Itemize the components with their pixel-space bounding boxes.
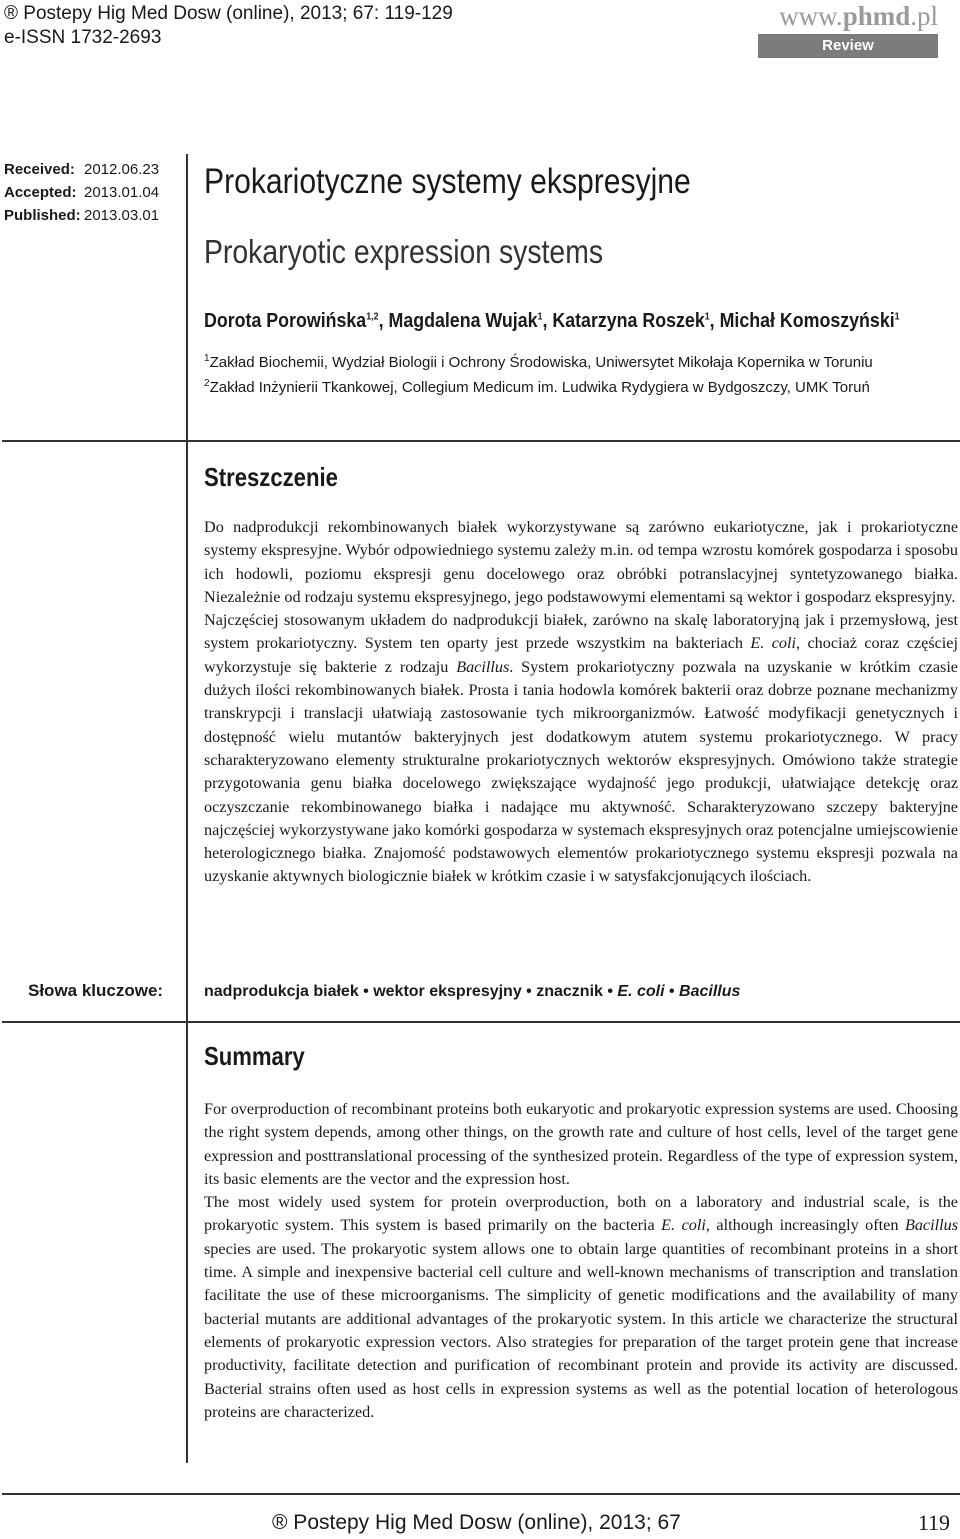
article-type-badge: Review bbox=[758, 34, 938, 58]
affiliations bbox=[204, 350, 873, 400]
keywords-list: nadprodukcja białek • wektor ekspresyjny • znacznik • E. coli • Bacillus bbox=[204, 983, 741, 1000]
abstract-polish bbox=[204, 516, 958, 889]
abstract-paragraph: Najczęściej stosowanym układem do nadprodukcji białek, zarówno na skalę laboratoryjną jak i przemysłową, jest system prokariotyczny. System ten oparty jest przede wszystkim na bakteriach E. coli, chociaż coraz częściej wykorzystuje się bakterie z rodzaju Bacillus. System prokariotyczny pozwala na uzyskanie w krótkim czasie dużych ilości rekombinowanych białek. Prosta i tania hodowla komórek bakterii oraz dobrze poznane mechanizmy transkrypcji i translacji ułatwiają zastosowanie tych mikroorganizmów. Łatwość modyfikacji genetycznych i dostępność wielu mutantów bakteryjnych jest dodatkowym atutem systemu prokariotycznego. W pracy scharakteryzowano elementy strukturalne prokariotycznych wektorów ekspresyjnych. Omówiono także strategie przygotowania genu białka docelowego zwiększające wydajność jego produkcji, ułatwiające detekcję oraz oczyszczanie rekombinowanego białka i nadające mu aktywność. Scharakteryzowano szczepy bakteryjne najczęściej wykorzystywane jako komórki gospodarza w systemach ekspresyjnych oraz potencjalne umiejscowienie heterologicznego białka. Znajomość podstawowych elementów prokariotycznego systemu ekspresji pozwala na uzyskanie aktywnych biologicznie białek w krótkim czasie i w satysfakcjonujących ilościach. bbox=[204, 611, 958, 886]
page-number: 119 bbox=[917, 1510, 950, 1535]
column-divider bbox=[186, 1023, 188, 1463]
author-name: Magdalena Wujak bbox=[388, 310, 538, 332]
article-title-polish: Prokariotyczne systemy ekspresyjne bbox=[204, 162, 691, 201]
journal-brand-block bbox=[758, 2, 938, 58]
column-divider bbox=[186, 154, 188, 442]
section-divider bbox=[2, 440, 960, 442]
affiliation-1: $^1$Zakład Biochemii, Wydział Biologii i Ochrony Środowiska, Uniwersytet Mikołaja Kopernika w Toruniu bbox=[204, 353, 873, 371]
footer-citation: ® Postepy Hig Med Dosw (online), 2013; 67 bbox=[272, 1511, 681, 1534]
date-row-accepted: Accepted: 2013.01.04 bbox=[4, 184, 160, 201]
date-row-published: Published: 2013.03.01 bbox=[4, 207, 160, 224]
abstract-heading-polish: Streszczenie bbox=[204, 462, 338, 492]
affiliation-2: $^2$Zakład Inżynierii Tkankowej, Collegium Medicum im. Ludwika Rydygiera w Bydgoszczy, UMK Toruń bbox=[204, 378, 870, 396]
abstract-english bbox=[204, 1098, 958, 1424]
article-dates bbox=[4, 158, 159, 227]
journal-header bbox=[4, 2, 453, 50]
author-list: Dorota Porowińska$^{1,2}$, Magdalena Wujak$^1$, Katarzyna Roszek$^1$, Michał Komoszyński$^1$ bbox=[204, 310, 900, 332]
article-title-english: Prokaryotic expression systems bbox=[204, 233, 604, 270]
abstract-paragraph: Do nadprodukcji rekombinowanych białek wykorzystywane są zarówno eukariotyczne, jak i prokariotyczne systemy ekspresyjne. Wybór odpowiedniego systemu zależy m.in. od tempa wzrostu komórek gospodarza i sposobu ich hodowli, poziomu ekspresji genu docelowego oraz obróbki potranslacyjnej syntetyzowanego białka. Niezależnie od rodzaju systemu ekspresyjnego, jego podstawowymi elementami są wektor i gospodarz ekspresyjny. bbox=[204, 518, 958, 606]
author-name: Katarzyna Roszek bbox=[552, 310, 705, 332]
section-divider bbox=[2, 1021, 960, 1023]
date-row-received: Received: 2012.06.23 bbox=[4, 161, 160, 178]
journal-website-link[interactable]: www.phmd.pl bbox=[779, 1, 938, 31]
journal-citation: ® Postepy Hig Med Dosw (online), 2013; 67: 119-129 bbox=[4, 3, 453, 24]
footer-divider bbox=[2, 1493, 960, 1495]
author-name: Dorota Porowińska bbox=[204, 310, 367, 332]
abstract-heading-english: Summary bbox=[204, 1041, 305, 1071]
keywords-label: Słowa kluczowe: bbox=[28, 981, 164, 1000]
abstract-paragraph: The most widely used system for protein overproduction, both on a laboratory and industrial scale, is the prokaryotic system. This system is based primarily on the bacteria E. coli, although increasingly often Bacillus species are used. The prokaryotic system allows one to obtain large quantities of recombinant proteins in a short time. A simple and inexpensive bacterial cell culture and well-known mechanisms of transcription and translation facilitate the use of these microorganisms. The simplicity of genetic modifications and the availability of many bacterial mutants are additional advantages of the prokaryotic system. In this article we characterize the structural elements of prokaryotic expression vectors. Also strategies for preparation of the target protein gene that increase productivity, facilitate detection and purification of recombinant protein and provide its activity are discussed. Bacterial strains often used as host cells in expression systems as well as the potential location of heterologous proteins are characterized. bbox=[204, 1193, 959, 1421]
column-divider bbox=[186, 442, 188, 1022]
journal-eissn: e-ISSN 1732-2693 bbox=[4, 27, 162, 48]
author-name: Michał Komoszyński bbox=[719, 310, 895, 332]
abstract-paragraph: For overproduction of recombinant proteins both eukaryotic and prokaryotic expression systems are used. Choosing the right system depends, among other things, on the growth rate and culture of host cells, level of the target gene expression and posttranslational processing of the synthesized protein. Regardless of the type of expression system, its basic elements are the vector and the expression host. bbox=[204, 1100, 958, 1188]
